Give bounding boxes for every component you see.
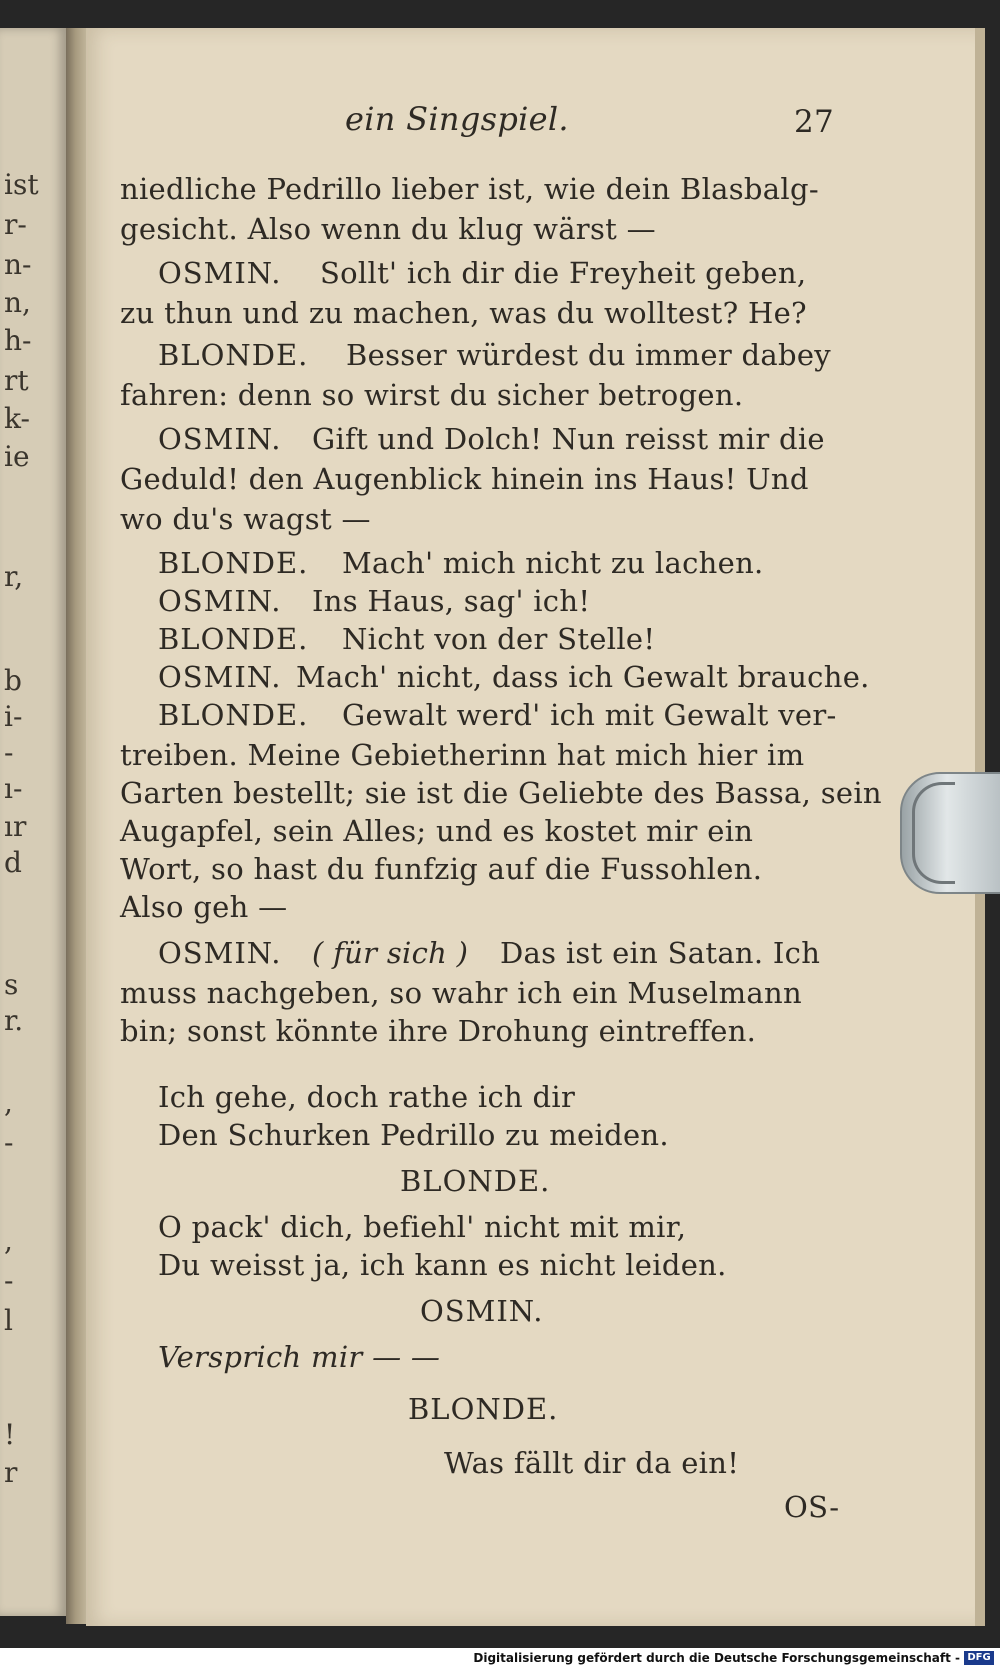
speaker-blonde: BLONDE.	[158, 338, 309, 372]
text-line: Mach' mich nicht zu lachen.	[342, 546, 764, 580]
text-line: niedliche Pedrillo lieber ist, wie dein Blasbalg-	[120, 172, 819, 206]
text-line: Garten bestellt; sie ist die Geliebte des Bassa, sein	[120, 776, 882, 810]
left-fragment: rt	[4, 364, 29, 397]
left-fragment: n-	[4, 248, 32, 281]
speaker-osmin: OSMIN.	[158, 584, 282, 618]
left-fragment: h-	[4, 324, 32, 357]
catchword: OS-	[784, 1490, 840, 1524]
text-line: Das ist ein Satan. Ich	[500, 936, 821, 970]
speaker-osmin: OSMIN.	[158, 936, 282, 970]
left-fragment: b	[4, 664, 22, 697]
left-fragment: -	[4, 1264, 14, 1297]
speaker-blonde: BLONDE.	[158, 622, 309, 656]
text-line: Also geh —	[120, 890, 288, 924]
left-fragment: r	[4, 1456, 18, 1489]
left-fragment: ı-	[4, 772, 23, 805]
speaker-blonde: BLONDE.	[400, 1164, 551, 1198]
text-line: wo du's wagst —	[120, 502, 371, 536]
left-fragment: ,	[4, 1086, 13, 1119]
left-fragment: n,	[4, 286, 31, 319]
text-line: zu thun und zu machen, was du wolltest? He?	[120, 296, 807, 330]
speaker-osmin: OSMIN.	[158, 660, 282, 694]
text-line: fahren: denn so wirst du sicher betrogen.	[120, 378, 744, 412]
text-line: Ins Haus, sag' ich!	[312, 584, 591, 618]
verse-line: Versprich mir — —	[158, 1340, 441, 1374]
text-line: Augapfel, sein Alles; und es kostet mir ein	[120, 814, 754, 848]
text-line: Geduld! den Augenblick hinein ins Haus! Und	[120, 462, 809, 496]
left-fragment: ır	[4, 810, 27, 843]
left-fragment: ,	[4, 1224, 13, 1257]
verse-line: Den Schurken Pedrillo zu meiden.	[158, 1118, 669, 1152]
left-fragment: ist	[4, 168, 39, 201]
left-fragment: r,	[4, 560, 24, 593]
speaker-osmin: OSMIN.	[158, 256, 282, 290]
speaker-blonde: BLONDE.	[158, 698, 309, 732]
speaker-blonde: BLONDE.	[158, 546, 309, 580]
left-fragment: l	[4, 1304, 13, 1337]
text-line: muss nachgeben, so wahr ich ein Muselmann	[120, 976, 802, 1010]
verse-line: Du weisst ja, ich kann es nicht leiden.	[158, 1248, 727, 1282]
verse-line: Was fällt dir da ein!	[444, 1446, 740, 1480]
left-fragment: r.	[4, 1004, 24, 1037]
left-fragment: !	[4, 1418, 16, 1451]
dfg-logo: DFG	[964, 1651, 994, 1665]
text-line: Gift und Dolch! Nun reisst mir die	[312, 422, 825, 456]
text-line: Sollt' ich dir die Freyheit geben,	[320, 256, 807, 290]
footer-credit: Digitalisierung gefördert durch die Deutsche Forschungsgemeinschaft -	[473, 1651, 960, 1665]
text-line: Gewalt werd' ich mit Gewalt ver-	[342, 698, 837, 732]
text-line: Besser würdest du immer dabey	[346, 338, 831, 372]
speaker-osmin: OSMIN.	[420, 1294, 544, 1328]
speaker-blonde: BLONDE.	[408, 1392, 559, 1426]
running-title: ein Singspiel.	[345, 100, 569, 138]
text-line: gesicht. Also wenn du klug wärst —	[120, 212, 656, 246]
left-fragment: r-	[4, 208, 27, 241]
left-page-edge	[0, 28, 66, 1616]
left-fragment: d	[4, 846, 22, 879]
text-line: Mach' nicht, dass ich Gewalt brauche.	[296, 660, 870, 694]
text-line: bin; sonst könnte ihre Drohung eintreffen.	[120, 1014, 757, 1048]
verse-line: O pack' dich, befiehl' nicht mit mir,	[158, 1210, 687, 1244]
page-number: 27	[794, 104, 835, 140]
verse-line: Ich gehe, doch rathe ich dir	[158, 1080, 576, 1114]
text-line: Nicht von der Stelle!	[342, 622, 656, 656]
left-fragment: -	[4, 736, 14, 769]
left-fragment: i-	[4, 700, 23, 733]
left-fragment: -	[4, 1126, 14, 1159]
left-fragment: ie	[4, 440, 30, 473]
text-line: treiben. Meine Gebietherinn hat mich hier im	[120, 738, 805, 772]
left-fragment: s	[4, 968, 19, 1001]
left-fragment: k-	[4, 402, 30, 435]
page-clip-loop	[912, 782, 955, 884]
speaker-osmin: OSMIN.	[158, 422, 282, 456]
stage-direction: ( für sich )	[312, 936, 469, 970]
text-line: Wort, so hast du funfzig auf die Fussohlen.	[120, 852, 763, 886]
